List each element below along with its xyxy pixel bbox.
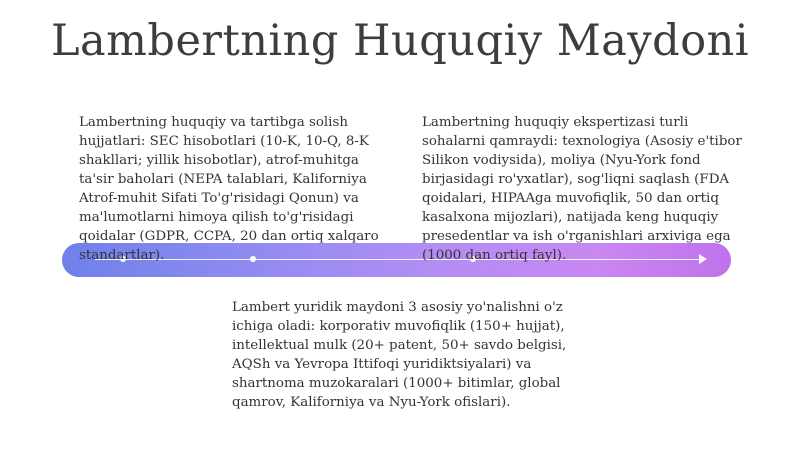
right-paragraph: Lambertning huquqiy ekspertizasi turli sohalarni qamraydi: texnologiya (Asosiy e'tibor Silikon vodiysida), moliya (Nyu-York fond birjasidagi ro'yxatlar), sog'liqni saqlash (FDA qoidalari, HIPAAga muvofiqlik, 50 dan ortiq kasalxona mijozlari), natijada keng huquqiy presedentlar va ish o'rganishlari arxiviga ega (1000 dan ortiq fayl). — [422, 115, 742, 263]
bottom-paragraph: Lambert yuridik maydoni 3 asosiy yo'nalishni o'z ichiga oladi: korporativ muvofiqlik (150+ hujjat), intellektual mulk (20+ patent, 50+ savdo belgisi, AQSh va Yevropa Ittifoqi yuridiktsiyalari) va shartnoma muzokaralari (1000+ bitimlar, global qamrov, Kaliforniya va Nyu-York ofislari). — [232, 300, 567, 410]
left-paragraph: Lambertning huquqiy va tartibga solish hujjatlari: SEC hisobotlari (10-K, 10-Q, 8-K shakllari; yillik hisobotlar), atrof-muhitga ta'sir baholari (NEPA talablari, Kaliforniya Atrof-muhit Sifati To'g'risidagi Qonun) va ma'lumotlarni himoya qilish to'g'risidagi qoidalar (GDPR, CCPA, 20 dan ortiq xalqaro standartlar). — [79, 115, 379, 263]
slide-title: Lambertning Huquqiy Maydoni — [50, 16, 750, 66]
